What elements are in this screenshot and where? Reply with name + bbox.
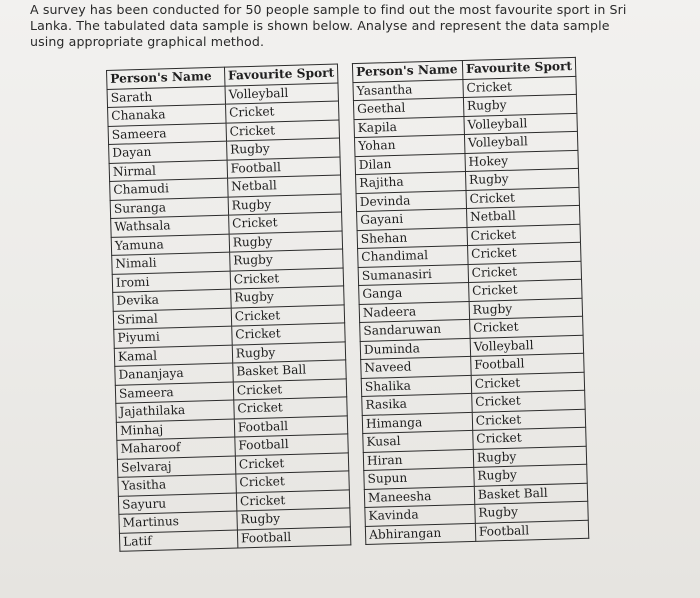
favourite-sport-cell: Cricket — [236, 471, 350, 493]
favourite-sport-cell: Cricket — [469, 316, 583, 338]
favourite-sport-cell: Cricket — [471, 372, 585, 394]
person-name-cell: Shehan — [357, 227, 467, 249]
favourite-sport-cell: Rugby — [229, 230, 343, 252]
favourite-sport-cell: Rugby — [465, 168, 579, 190]
favourite-sport-cell: Cricket — [463, 76, 577, 98]
person-name-cell: Ganga — [359, 282, 469, 304]
favourite-sport-cell: Basket Ball — [474, 483, 588, 505]
favourite-sport-cell: Volleyball — [464, 131, 578, 153]
question-text — [30, 2, 695, 50]
person-name-cell: Dilan — [355, 153, 465, 175]
person-name-cell: Iromi — [112, 271, 230, 293]
favourite-sport-cell: Rugby — [228, 193, 342, 215]
favourite-sport-cell: Cricket — [472, 390, 586, 412]
favourite-sport-cell: Cricket — [236, 489, 350, 511]
person-name-cell: Sameera — [108, 123, 226, 145]
person-name-cell: Srimal — [113, 308, 231, 330]
favourite-sport-cell: Cricket — [230, 267, 344, 289]
favourite-sport-cell: Football — [227, 156, 341, 178]
person-name-cell: Yohan — [354, 135, 464, 157]
person-name-cell: Selvaraj — [117, 456, 235, 478]
person-name-cell: Sameera — [115, 382, 233, 404]
person-name-cell: Devika — [113, 289, 231, 311]
favourite-sport-cell: Rugby — [473, 446, 587, 468]
person-name-cell: Devinda — [356, 190, 466, 212]
favourite-sport-cell: Rugby — [474, 464, 588, 486]
header-person-name: Person's Name — [352, 61, 462, 83]
person-name-cell: Dananjaya — [115, 363, 233, 385]
survey-table-left — [106, 64, 351, 552]
question-line-3: using appropriate graphical method. — [30, 34, 265, 49]
favourite-sport-cell: Netball — [466, 205, 580, 227]
favourite-sport-cell: Cricket — [473, 427, 587, 449]
person-name-cell: Latif — [119, 530, 237, 552]
favourite-sport-cell: Cricket — [235, 452, 349, 474]
person-name-cell: Suranga — [110, 197, 228, 219]
person-name-cell: Wathsala — [111, 215, 229, 237]
favourite-sport-cell: Volleyball — [464, 113, 578, 135]
favourite-sport-cell: Cricket — [468, 261, 582, 283]
favourite-sport-cell: Football — [237, 526, 351, 548]
person-name-cell: Minhaj — [116, 419, 234, 441]
favourite-sport-cell: Rugby — [232, 341, 346, 363]
favourite-sport-cell: Volleyball — [470, 335, 584, 357]
favourite-sport-cell: Rugby — [475, 501, 589, 523]
favourite-sport-cell: Football — [234, 415, 348, 437]
favourite-sport-cell: Football — [475, 520, 589, 542]
favourite-sport-cell: Cricket — [231, 304, 345, 326]
person-name-cell: Chandimal — [358, 245, 468, 267]
person-name-cell: Naveed — [361, 356, 471, 378]
person-name-cell: Geethal — [353, 98, 463, 120]
favourite-sport-cell: Cricket — [472, 409, 586, 431]
person-name-cell: Kavinda — [365, 504, 475, 526]
favourite-sport-cell: Cricket — [232, 323, 346, 345]
favourite-sport-cell: Cricket — [226, 120, 340, 142]
person-name-cell: Sandaruwan — [360, 319, 470, 341]
person-name-cell: Maharoof — [117, 437, 235, 459]
survey-tables — [106, 56, 617, 552]
person-name-cell: Chanaka — [108, 104, 226, 126]
person-name-cell: Maneesha — [364, 486, 474, 508]
person-name-cell: Kapila — [354, 116, 464, 138]
favourite-sport-cell: Cricket — [234, 397, 348, 419]
person-name-cell: Hiran — [363, 449, 473, 471]
person-name-cell: Dayan — [109, 141, 227, 163]
favourite-sport-cell: Cricket — [467, 224, 581, 246]
person-name-cell: Martinus — [119, 511, 237, 533]
favourite-sport-cell: Rugby — [469, 298, 583, 320]
question-line-2: Lanka. The tabulated data sample is shown below. Analyse and represent the data sample — [30, 18, 610, 33]
question-line-1: A survey has been conducted for 50 people sample to find out the most favourite sport in Sri — [30, 2, 627, 17]
favourite-sport-cell: Cricket — [466, 187, 580, 209]
person-name-cell: Sarath — [107, 86, 225, 108]
person-name-cell: Kusal — [363, 430, 473, 452]
person-name-cell: Kamal — [114, 345, 232, 367]
favourite-sport-cell: Volleyball — [225, 83, 339, 105]
favourite-sport-cell: Cricket — [228, 212, 342, 234]
person-name-cell: Supun — [364, 467, 474, 489]
favourite-sport-cell: Basket Ball — [233, 360, 347, 382]
header-person-name: Person's Name — [107, 67, 225, 89]
person-name-cell: Himanga — [362, 412, 472, 434]
person-name-cell: Sayuru — [118, 493, 236, 515]
person-name-cell: Jajathilaka — [116, 400, 234, 422]
favourite-sport-cell: Hokey — [465, 150, 579, 172]
person-name-cell: Piyumi — [114, 326, 232, 348]
person-name-cell: Abhirangan — [365, 523, 475, 545]
header-favourite-sport: Favourite Sport — [462, 57, 576, 79]
person-name-cell: Yasitha — [118, 474, 236, 496]
favourite-sport-cell: Rugby — [231, 286, 345, 308]
person-name-cell: Rasika — [362, 393, 472, 415]
favourite-sport-cell: Cricket — [468, 279, 582, 301]
survey-table-left-body — [107, 83, 351, 552]
person-name-cell: Gayani — [357, 208, 467, 230]
favourite-sport-cell: Football — [235, 434, 349, 456]
person-name-cell: Rajitha — [356, 172, 466, 194]
person-name-cell: Duminda — [360, 338, 470, 360]
person-name-cell: Nimali — [112, 252, 230, 274]
header-favourite-sport: Favourite Sport — [224, 64, 338, 86]
person-name-cell: Chamudi — [110, 178, 228, 200]
person-name-cell: Sumanasiri — [358, 264, 468, 286]
favourite-sport-cell: Cricket — [233, 378, 347, 400]
survey-table-right — [352, 57, 589, 545]
favourite-sport-cell: Netball — [227, 175, 341, 197]
person-name-cell: Shalika — [361, 375, 471, 397]
person-name-cell: Yasantha — [353, 79, 463, 101]
person-name-cell: Yamuna — [111, 234, 229, 256]
favourite-sport-cell: Rugby — [226, 138, 340, 160]
favourite-sport-cell: Rugby — [229, 249, 343, 271]
person-name-cell: Nadeera — [359, 301, 469, 323]
person-name-cell: Nirmal — [109, 160, 227, 182]
survey-table-right-body — [353, 76, 589, 545]
favourite-sport-cell: Football — [470, 353, 584, 375]
favourite-sport-cell: Rugby — [237, 508, 351, 530]
favourite-sport-cell: Cricket — [225, 101, 339, 123]
favourite-sport-cell: Rugby — [463, 94, 577, 116]
favourite-sport-cell: Cricket — [467, 242, 581, 264]
